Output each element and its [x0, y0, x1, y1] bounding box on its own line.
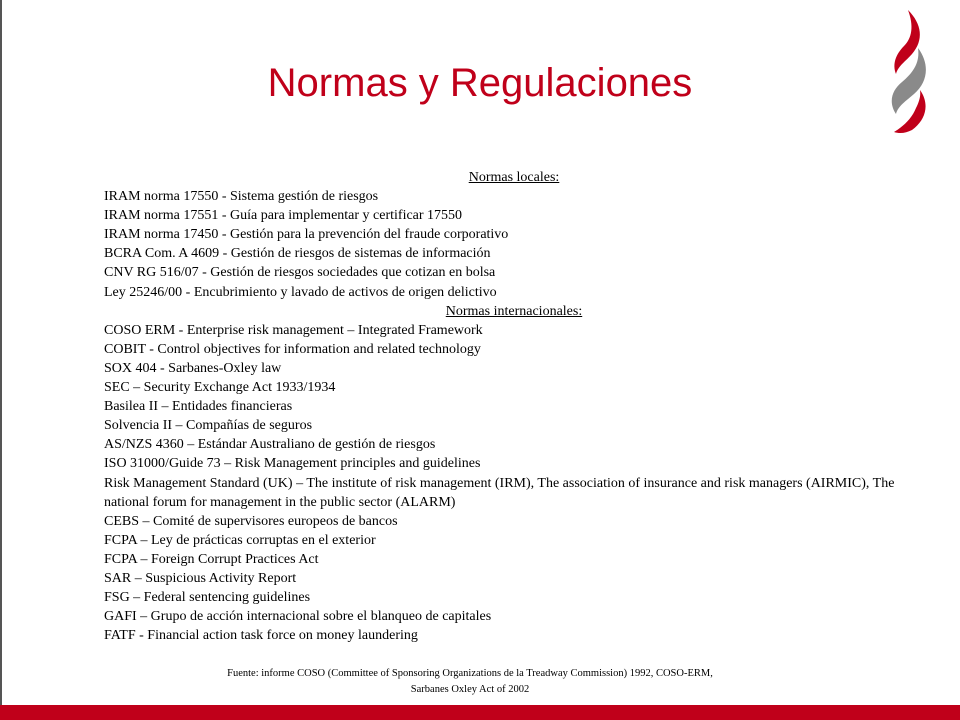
list-item: SOX 404 - Sarbanes-Oxley law — [104, 360, 282, 376]
list-item: FSG – Federal sentencing guidelines — [104, 590, 311, 606]
section-heading-local: Normas locales: — [468, 170, 560, 185]
list-item: ISO 31000/Guide 73 – Risk Management principles and guidelines — [104, 456, 481, 472]
list-item: IRAM norma 17551 - Guía para implementar y certificar 17550 — [104, 208, 463, 224]
regulations-list — [104, 168, 924, 645]
list-item: CNV RG 516/07 - Gestión de riesgos sociedades que cotizan en bolsa — [104, 265, 496, 281]
list-item: IRAM norma 17550 - Sistema gestión de riesgos — [104, 189, 379, 205]
list-item: COSO ERM - Enterprise risk management – Integrated Framework — [104, 322, 483, 338]
list-item: COBIT - Control objectives for information and related technology — [104, 341, 481, 357]
list-item: IRAM norma 17450 - Gestión para la prevención del fraude corporativo — [104, 227, 509, 243]
list-item: Risk Management Standard (UK) – The institute of risk management (IRM), The association of insurance and risk managers (AIRMIC), The national forum for management in the public sector (ALARM) — [104, 475, 895, 510]
slide-left-border — [0, 0, 2, 720]
list-item: CEBS – Comité de supervisores europeos de bancos — [104, 513, 398, 529]
list-item: GAFI – Grupo de acción internacional sobre el blanqueo de capitales — [104, 609, 492, 625]
list-item: SAR – Suspicious Activity Report — [104, 570, 297, 586]
list-item: FATF - Financial action task force on money laundering — [104, 628, 418, 644]
footnote-line: Fuente: informe COSO (Committee of Sponsoring Organizations de la Treadway Commission) 1992, COSO-ERM, — [227, 668, 713, 679]
logo-flame-top — [894, 10, 919, 74]
list-item: FCPA – Ley de prácticas corruptas en el exterior — [104, 532, 376, 548]
list-item: SEC – Security Exchange Act 1933/1934 — [104, 380, 336, 396]
list-item: Ley 25246/00 - Encubrimiento y lavado de activos de origen delictivo — [104, 284, 497, 300]
footnote-line: Sarbanes Oxley Act of 2002 — [410, 684, 530, 695]
section-heading-international: Normas internacionales: — [445, 303, 583, 319]
page-title: Normas y Regulaciones — [267, 61, 693, 105]
list-item: AS/NZS 4360 – Estándar Australiano de gestión de riesgos — [104, 437, 436, 453]
list-item: FCPA – Foreign Corrupt Practices Act — [104, 551, 319, 567]
bottom-accent-bar — [0, 705, 960, 720]
list-item: Solvencia II – Compañías de seguros — [104, 418, 313, 434]
source-footnote — [140, 666, 800, 698]
list-item: Basilea II – Entidades financieras — [104, 399, 293, 415]
flame-logo-icon — [876, 8, 932, 134]
list-item: BCRA Com. A 4609 - Gestión de riesgos de sistemas de información — [104, 246, 491, 262]
